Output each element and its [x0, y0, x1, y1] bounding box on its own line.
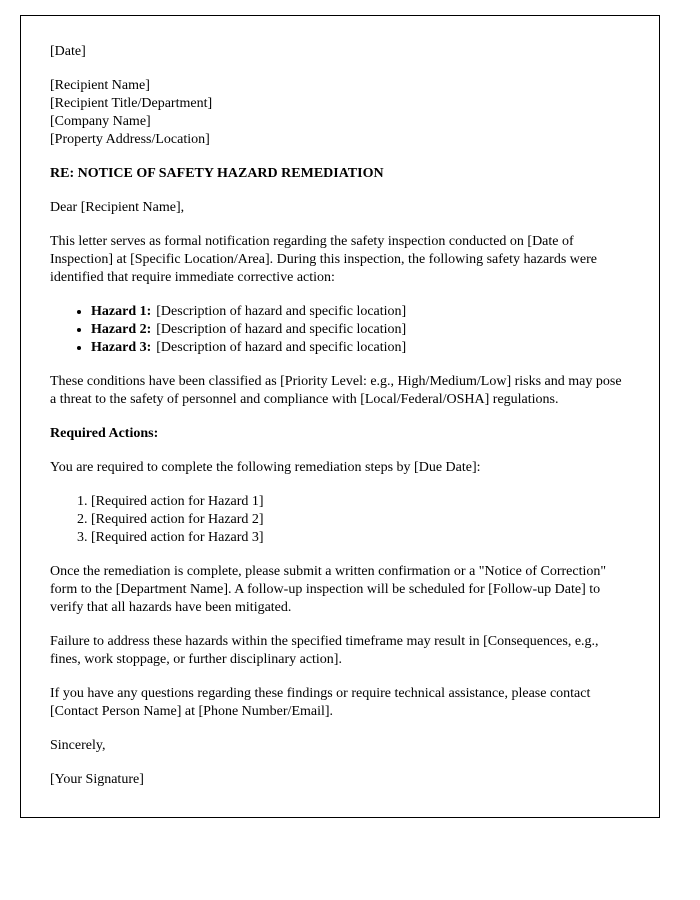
confirmation-paragraph: Once the remediation is complete, please submit a written confirmation or a "Notice of Correction" form to the [Department Name]. A follow-up inspection will be scheduled for [Follow-up Date] to verify that all hazards have been mitigated.: [50, 564, 607, 615]
hazard-item: [91, 339, 631, 357]
hazard-description: [Description of hazard and specific location]: [156, 340, 407, 355]
hazard-label: Hazard 3:: [91, 340, 152, 355]
date-line: [Date]: [50, 44, 86, 59]
classification-paragraph: These conditions have been classified as [Priority Level: e.g., High/Medium/Low] risks and may pose a threat to the safety of personnel and compliance with [Local/Federal/OSHA] regulations.: [50, 374, 622, 407]
failure-paragraph: Failure to address these hazards within the specified timeframe may result in [Consequences, e.g., fines, work stoppage, or further disciplinary action].: [50, 634, 599, 667]
recipient-block: [50, 77, 631, 149]
hazard-label: Hazard 2:: [91, 322, 152, 337]
property-address-line: [Property Address/Location]: [50, 132, 210, 147]
hazard-description: [Description of hazard and specific location]: [156, 304, 407, 319]
required-actions-intro: You are required to complete the following remediation steps by [Due Date]:: [50, 460, 481, 475]
signature-placeholder: [Your Signature]: [50, 772, 144, 787]
hazard-label: Hazard 1:: [91, 304, 152, 319]
closing-line: Sincerely,: [50, 738, 106, 753]
intro-paragraph: This letter serves as formal notification regarding the safety inspection conducted on [Date of Inspection] at [Specific Location/Area]. During this inspection, the following safety hazards were identified that require immediate corrective action:: [50, 234, 597, 285]
required-actions-heading: Required Actions:: [50, 426, 159, 441]
action-list: [50, 493, 631, 547]
salutation: Dear [Recipient Name],: [50, 200, 185, 215]
hazard-item: [91, 303, 631, 321]
hazard-list: [50, 303, 631, 357]
action-item: 3. [Required action for Hazard 3]: [91, 529, 631, 547]
recipient-title-line: [Recipient Title/Department]: [50, 96, 213, 111]
subject-line: RE: NOTICE OF SAFETY HAZARD REMEDIATION: [50, 166, 384, 181]
action-item: 1. [Required action for Hazard 1]: [91, 493, 631, 511]
letter-page: [20, 15, 660, 818]
recipient-name-line: [Recipient Name]: [50, 78, 150, 93]
action-item: 2. [Required action for Hazard 2]: [91, 511, 631, 529]
hazard-item: [91, 321, 631, 339]
hazard-description: [Description of hazard and specific location]: [156, 322, 407, 337]
questions-paragraph: If you have any questions regarding these findings or require technical assistance, please contact [Contact Person Name] at [Phone Number/Email].: [50, 686, 591, 719]
company-name-line: [Company Name]: [50, 114, 151, 129]
